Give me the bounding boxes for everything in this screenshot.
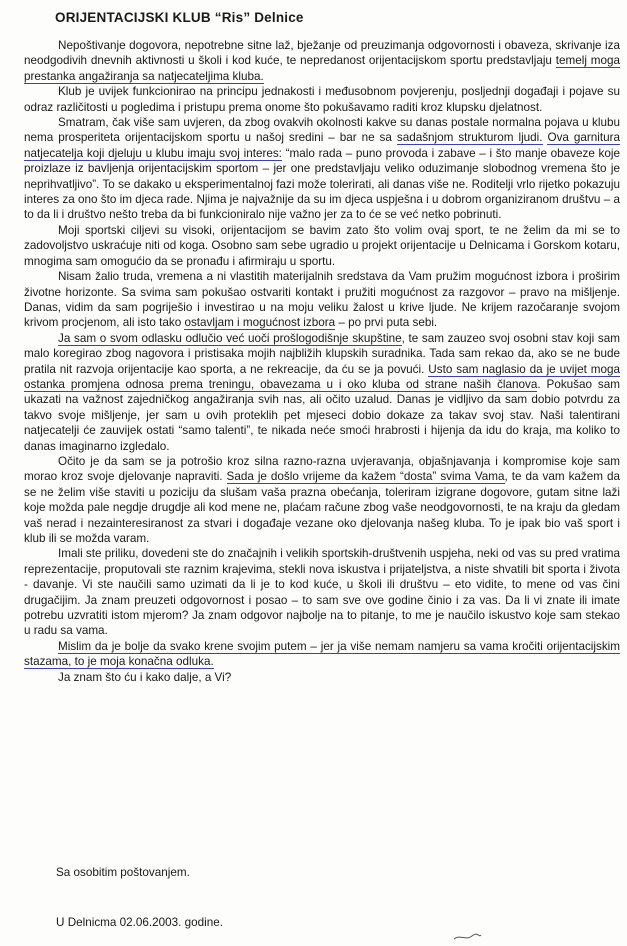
text-segment: . Pokušao sam ukazati na važnost zajedničkog angažiranja svih nas, ali očito uzalud. Danas je vidljivo da sam dobio potvrdu za takvo svoje mišljenje, jer sam u ovih proteklih pet mjeseci dobio dokaze za takav svoj stav. Naši talentirani natjecatelji će zauvijek ostati “samo talenti”, te nikada neće smoći hrabrosti i hijenja da idu do kraja, ma koliko to danas imaginarno izgledalo. [24,377,620,453]
underlined-text: temelj moga prestanka angažiranja sa natjecateljima kluba. [24,54,620,83]
greeting: Sa osobitim poštovanjem. [56,866,190,879]
letter-body [24,38,620,685]
underlined-text: Sada je došlo vrijeme da kažem “dosta” svima Vama [226,470,505,484]
paragraph-2 [24,84,620,115]
underlined-text: Usto sam naglasio da je uvijet moga ostanka promjena odnosa prema treningu, obavezama u i oko kluba od strane naših članova [24,362,621,391]
text-segment: “malo rada – puno provoda i zabave – i što manje obaveze koje proizlaze iz bavljenja orijentacijskim sportom – jer one predstavljaju veliko oduzimanje slobodnog vremena što je neprihvatljivo”. To se dakako u eksperimentalnoj fazi može tolerirati, ali danas više ne. Roditelji vrlo rijetko pokazuju interes za ono što im djeca rade. Njima je najvažnije da su im djeca uspješna i u dobrom organiziranom društvu – a to da li i društvo nešto treba da bi funkcioniralo nije važno jer za to će se već netko pobrinuti. [24,146,620,222]
paragraph-4 [24,223,620,269]
underlined-text: ostavljam i mogućnost izbora [184,316,336,330]
underlined-text: Ja sam o svom odlasku odlučio već uoči prošlogodišnje skupštine [58,331,402,345]
text-segment: , te sam zauzeo svoj osobni stav koji sam malo koregirao zbog nagovora i pristisaka mojih najbližih klupskih suradnika. Tada sam rekao da, ako se ne bude pratila nit razvoja orijentacije kao sporta, a ne rekreacije, da ću se ja povući. [24,331,621,376]
paragraph-3 [24,115,620,223]
paragraph-5 [24,269,620,331]
paragraph-9 [24,639,620,670]
text-segment: – po prvi puta sebi. [335,316,438,330]
paragraph-10 [24,670,620,685]
text-segment: Nepoštivanje dogovora, nepotrebne sitne laž, bježanje od preuzimanja odgovornosti i obaveza, skrivanje iza neodgodivih dnevnih aktivnosti u školi i kod kuće, te nepredanost orijentacijskom sportu predstavljaju [24,39,620,68]
pen-mark [452,932,482,942]
underlined-text: Mislim da je bolje da svako krene svojim putem – jer ja više nemam namjeru sa vama kročiti orijentacijskim stazama, to je moja konačna odluka. [24,639,620,669]
text-segment: Smatram, čak više sam uvjeren, da zbog ovakvih okolnosti kakve su danas postale normalna pojava u klubu nema prosperiteta orijentacijskom sportu u našoj sredini – bar ne sa [24,116,620,145]
place-date: U Delnicma 02.06.2003. godine. [56,916,223,929]
text-segment: Nisam žalio truda, vremena a ni vlastitih materijalnih sredstava da Vam pružim mogućnost izbora i proširim životne horizonte. Sa svima sam pokušao ostvariti kontakt i pružiti mogućnost za razgovor – pravo na mišljenje. Danas, vidim da sam pogriješio i investirao u na moju veliku žalost u krive ljude. Ne krijem razočaranje svojom krivom procjenom, ali isto tako [24,270,620,330]
text-segment: Ja znam što ću i kako dalje, a Vi? [58,670,232,684]
underlined-text: Ova garnitura natjecatelja koji djeluju u klubu imaju svoj interes: [24,131,621,160]
underlined-text: sadašnjom strukturom ljudi. [396,131,543,145]
text-segment: Imali ste priliku, dovedeni ste do značajnih i velikih sportskih-društvenih uspjeha, neki od vas su pred vratima reprezentacije, proputovali ste raznim krajevima, stekli nova iskustva i prijateljstva, a niste shvatili bit sporta i života - davanje. Vi ste naučili samo uzimati da li je to kod kuće, u školi ili društvu – eto vidite, to mene od vas čini drugačijim. Ja znam preuzeti odgovornost i posao – to sam sve ove godine činio i za vas. Da li vi znate ili imate potrebu uzvratiti istom mjerom? Ja znam odgovor najbolje na to pitanje, to me je naučilo iskustvo koje sam stekao u radu sa vama. [24,547,620,638]
paragraph-6 [24,331,620,454]
text-segment: Moji sportski ciljevi su visoki, orijentacijom se bavim zato što volim ovaj sport, te ne želim da mi se to zadovoljstvo uskraćuje niti od koga. Osobno sam sebe ugradio u projekt orijentacije u Delnicama i Gorskom kotaru, mnogima sam omogućio da se pronađu i afirmiraju u sportu. [24,223,620,268]
text-segment: , te da vam kažem da se ne želim više staviti u poziciju da slušam vaša prazna obećanja, toleriram izigrane dogovore, gutam sitne laži koje možda pale negdje drugdje ali kod mene ne, plaćam račune zbog vaše neodgovornosti, te na kraju da gledam vaš nerad i nezainteresiranost za stvari i događaje vezane oko djelovanja našeg kluba. To je ipak bio vaš sport i klub ili se možda varam. [24,470,620,545]
text-segment: Klub je uvijek funkcionirao na principu jednakosti i međusobnom povjerenju, posljednji događaji i pojave su odraz različitosti u pogledima i pristupu prema onome što pokušavamo raditi kroz klupsku djelatnost. [24,85,620,114]
paragraph-1 [24,38,620,84]
paragraph-8 [24,546,620,638]
paragraph-7 [24,454,620,546]
document-title: ORIJENTACIJSKI KLUB “Ris” Delnice [55,10,304,25]
text-segment: Očito je da sam se ja potrošio kroz silna razno-razna uvjeravanja, objašnjavanja i kompromise koje sam morao kroz svoje djelovanje napraviti. [24,454,620,484]
